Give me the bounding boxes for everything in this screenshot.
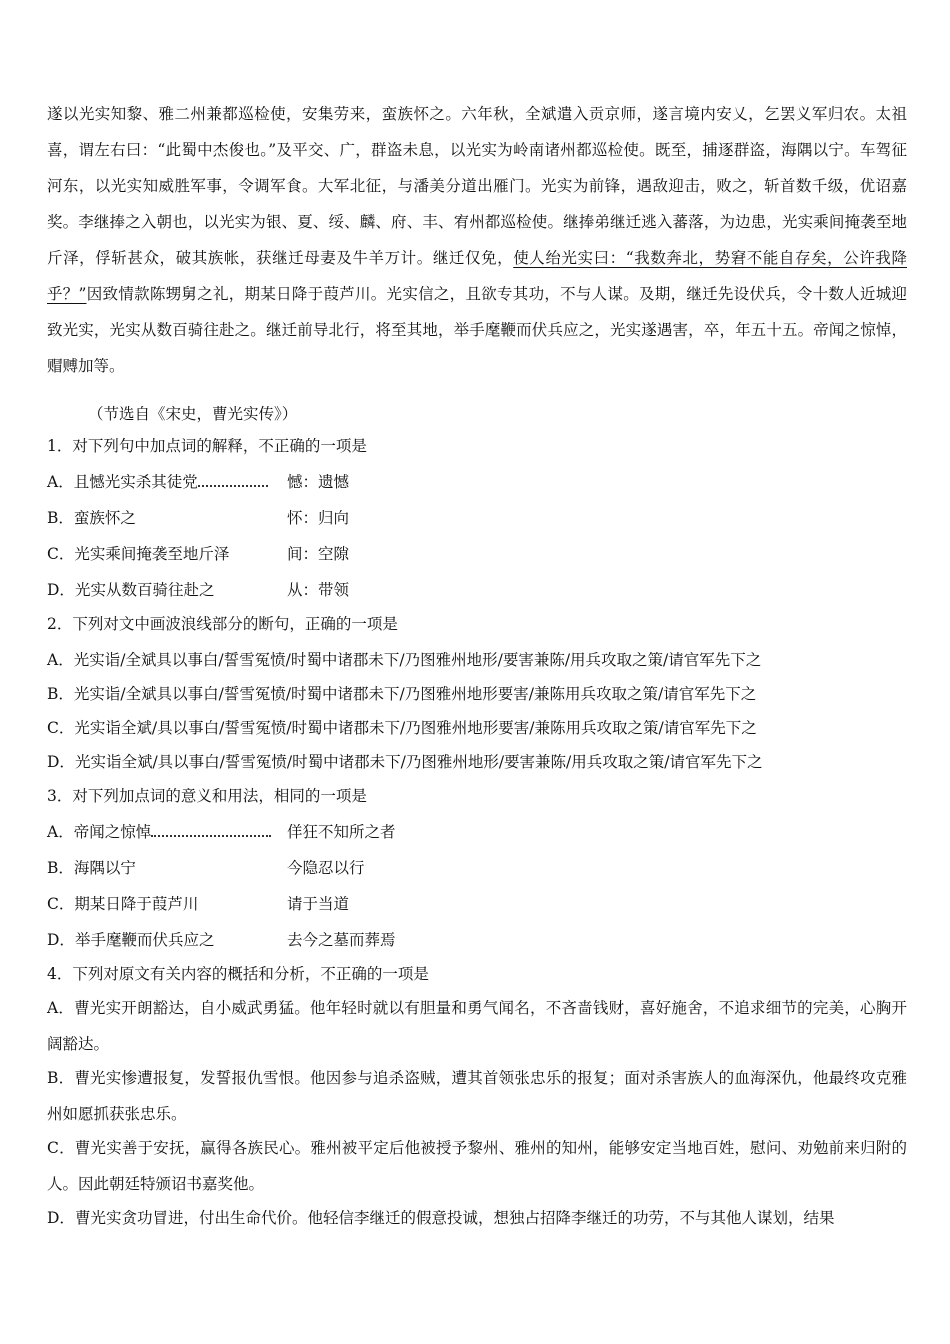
q1-c-label: C． <box>47 545 75 563</box>
q4-option-a <box>47 990 907 1062</box>
q2-option-c <box>47 716 757 738</box>
q1-d-phrase: 光实从数百骑往赴之 <box>74 581 215 599</box>
q1-d-label: D． <box>47 581 75 599</box>
dot-filler <box>198 477 268 487</box>
q1-option-a <box>47 470 349 492</box>
q1-a-phrase: 且憾光实杀其徒党 <box>73 473 198 491</box>
q2-stem: 2．下列对文中画波浪线部分的断句，正确的一项是 <box>47 615 398 633</box>
q2-c-label: C． <box>47 719 75 737</box>
q2-option-d <box>47 750 763 772</box>
q4-b-label: B． <box>47 1069 75 1087</box>
q3-d-right: 去今之墓而葬焉 <box>287 931 396 949</box>
passage-paragraph <box>47 96 907 384</box>
q2-option-b <box>47 682 756 704</box>
q4-stem: 4．下列对原文有关内容的概括和分析，不正确的一项是 <box>47 965 429 983</box>
q4-option-d <box>47 1200 907 1236</box>
q3-d-left: 举手麾鞭而伏兵应之 <box>74 931 215 949</box>
q4-b-text: 曹光实惨遭报复，发誓报仇雪恨。他因参与追杀盗贼，遭其首领张忠乐的报复；面对杀害族人的血海深仇，他最终攻克雅州如愿抓获张忠乐。 <box>47 1069 907 1123</box>
q3-c-left: 期某日降于葭芦川 <box>74 895 199 913</box>
q1-b-phrase: 蛮族怀之 <box>73 509 136 527</box>
q3-c-right: 请于当道 <box>287 895 350 913</box>
q4-option-b <box>47 1060 907 1132</box>
q2-b-text: 光实诣/全斌具以事白/誓雪冤愤/时蜀中诸郡未下/乃图雅州地形要害/兼陈用兵攻取之策/请官军先下之 <box>73 685 757 703</box>
q1-b-gloss: 怀：归向 <box>287 509 350 527</box>
q3-option-c <box>47 892 349 914</box>
q3-option-b <box>47 856 365 878</box>
q1-c-gloss: 间：空隙 <box>287 545 350 563</box>
q2-a-label: A． <box>47 651 74 669</box>
q3-a-left: 帝闻之惊悼 <box>73 823 152 841</box>
passage-text-after: 因致情款陈甥舅之礼，期某日降于葭芦川。光实信之，且欲专其功，不与人谋。及期，继迁先设伏兵，令十数人近城迎致光实，光实从数百骑往赴之。继迁前导北行，将至其地，举手麾鞭而伏兵应之，光实遂遇害，卒，年五十五。帝闻之惊悼，赗赙加等。 <box>47 285 907 375</box>
q4-a-text: 曹光实开朗豁达，自小威武勇猛。他年轻时就以有胆量和勇气闻名，不吝啬钱财，喜好施舍，不追求细节的完美，心胸开阔豁达。 <box>47 999 907 1053</box>
q1-stem: 1．对下列句中加点词的解释，不正确的一项是 <box>47 437 367 455</box>
q3-c-label: C． <box>47 895 75 913</box>
q4-d-label: D． <box>47 1209 75 1227</box>
q3-option-a <box>47 820 396 842</box>
q2-a-text: 光实诣/全斌具以事白/誓雪冤愤/时蜀中诸郡未下/乃图雅州地形/要害兼陈/用兵攻取之策/请官军先下之 <box>73 651 762 669</box>
dot-filler <box>151 827 271 837</box>
q2-b-label: B． <box>47 685 74 703</box>
q4-d-text: 曹光实贪功冒进，付出生命代价。他轻信李继迁的假意投诚，想独占招降李继迁的功劳，不与其他人谋划，结果 <box>74 1209 835 1227</box>
q2-d-label: D． <box>47 753 75 771</box>
q1-d-gloss: 从：带领 <box>287 581 350 599</box>
q1-option-b <box>47 506 349 528</box>
q1-a-label: A． <box>47 473 74 491</box>
q2-d-text: 光实诣全斌/具以事白/誓雪冤愤/时蜀中诸郡未下/乃图雅州地形/要害兼陈/用兵攻取之策/请官军先下之 <box>74 753 763 771</box>
q3-b-right: 今隐忍以行 <box>287 859 365 877</box>
q1-option-d <box>47 578 349 600</box>
q1-a-gloss: 憾：遗憾 <box>287 473 350 491</box>
q2-c-text: 光实诣全斌/具以事白/誓雪冤愤/时蜀中诸郡未下/乃图雅州地形要害/兼陈用兵攻取之策/请官军先下之 <box>74 719 757 737</box>
q3-stem: 3．对下列加点词的意义和用法，相同的一项是 <box>47 787 367 805</box>
q1-b-label: B． <box>47 509 74 527</box>
q4-a-label: A． <box>47 999 75 1017</box>
q1-option-c <box>47 542 349 564</box>
q4-option-c <box>47 1130 907 1202</box>
q3-b-left: 海隅以宁 <box>73 859 136 877</box>
passage-text-before: 遂以光实知黎、雅二州兼都巡检使，安集劳来，蛮族怀之。六年秋，全斌遣入贡京师，遂言境内安乂，乞罢义军归农。太祖喜，谓左右曰：“此蜀中杰俊也。”及平交、广，群盗未息，以光实为岭南诸州都巡检使。既至，捕逐群盗，海隅以宁。车驾征河东，以光实知威胜军事，令调军食。大军北征，与潘美分道出雁门。光实为前锋，遇敌迎击，败之，斩首数千级，优诏嘉奖。李继捧之入朝也，以光实为银、夏、绥、麟、府、丰、宥州都巡检使。继捧弟继迁逃入蕃落，为边患，光实乘间掩袭至地斤泽，俘斩甚众，破其族帐，获继迁母妻及牛羊万计。继迁仅免， <box>47 105 907 267</box>
passage-underlined-sentence: 使人绐光实曰：“我数奔北，势窘不能自存矣，公许我降乎？” <box>47 249 907 303</box>
q3-d-label: D． <box>47 931 75 949</box>
q1-c-phrase: 光实乘间掩袭至地斤泽 <box>74 545 230 563</box>
q3-a-label: A． <box>47 823 74 841</box>
q3-a-right: 佯狂不知所之者 <box>287 823 396 841</box>
q2-option-a <box>47 648 761 670</box>
q3-option-d <box>47 928 396 950</box>
q4-c-text: 曹光实善于安抚，赢得各族民心。雅州被平定后他被授予黎州、雅州的知州，能够安定当地百姓，慰问、劝勉前来归附的人。因此朝廷特颁诏书嘉奖他。 <box>47 1139 907 1193</box>
q4-c-label: C． <box>47 1139 75 1157</box>
q3-b-label: B． <box>47 859 74 877</box>
passage-source: （节选自《宋史，曹光实传》） <box>88 405 298 423</box>
